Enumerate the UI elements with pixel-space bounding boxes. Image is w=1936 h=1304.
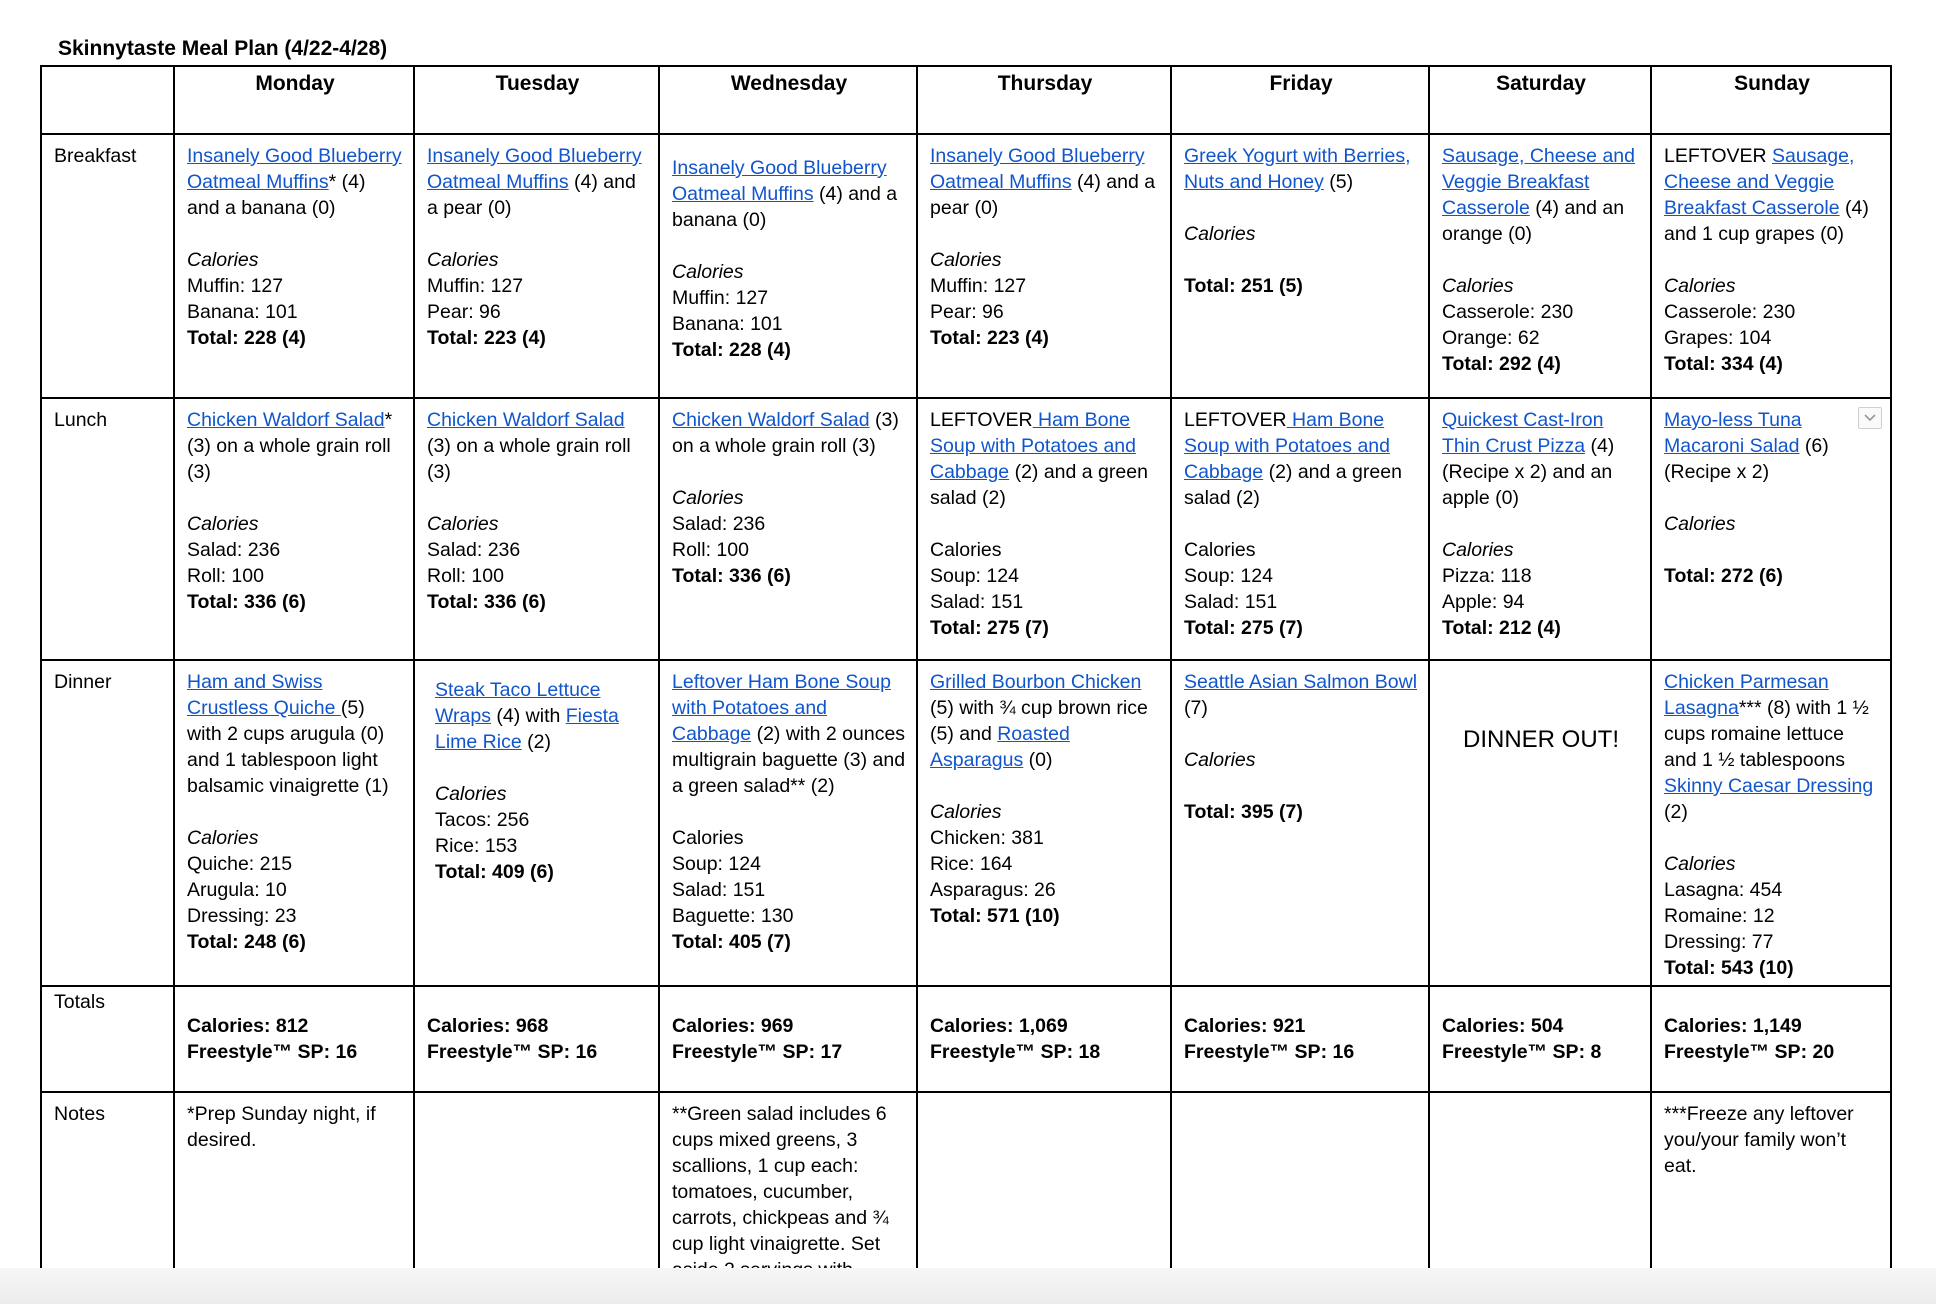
- meal-desc: (7): [1184, 697, 1208, 719]
- recipe-link[interactable]: Ham and Swiss Crustless Quiche: [187, 671, 341, 719]
- calorie-item: Rice: 153: [435, 835, 518, 857]
- recipe-link[interactable]: Seattle Asian Salmon Bowl: [1184, 671, 1418, 693]
- daily-calories: Calories: 1,149: [1664, 1015, 1802, 1037]
- recipe-link[interactable]: Steak Taco Lettuce Wraps: [435, 679, 601, 727]
- breakfast-row: [41, 134, 1891, 398]
- meal-desc: (4) with: [491, 705, 566, 727]
- meal-total: Total: 212 (4): [1442, 617, 1561, 639]
- calorie-item: Dressing: 23: [187, 905, 297, 927]
- calorie-item: Roll: 100: [672, 539, 749, 561]
- calories-label: Calories: [1664, 513, 1736, 535]
- cell-dropdown-button[interactable]: [1858, 407, 1882, 429]
- meal-desc: (4) (Recipe x 2) and an apple (0): [1442, 435, 1615, 509]
- recipe-link-2[interactable]: Fiesta Lime Rice: [435, 705, 619, 753]
- calories-label: Calories: [930, 801, 1002, 823]
- meal-total: Total: 571 (10): [930, 905, 1060, 927]
- dinner-tuesday: [414, 660, 659, 986]
- calorie-item: Romaine: 12: [1664, 905, 1775, 927]
- recipe-link[interactable]: Insanely Good Blueberry Oatmeal Muffins: [187, 145, 402, 193]
- day-header: Tuesday: [414, 66, 659, 134]
- meal-desc: (3) on a whole grain roll (3): [427, 435, 631, 483]
- calorie-item: Banana: 101: [187, 301, 298, 323]
- calorie-item: Arugula: 10: [187, 879, 287, 901]
- note-text: **Green salad includes 6 cups mixed greens, 3 scallions, 1 cup each: tomatoes, cucumber, carrots, chickpeas and ¾ cup light vinaigrette. Set: [672, 1103, 889, 1255]
- meal-total: Total: 395 (7): [1184, 801, 1303, 823]
- chevron-down-icon: [1864, 414, 1876, 422]
- breakfast-monday: [174, 134, 414, 398]
- breakfast-tuesday: [414, 134, 659, 398]
- day-header: Saturday: [1429, 66, 1651, 134]
- calorie-item: Tacos: 256: [435, 809, 530, 831]
- row-label-breakfast: Breakfast: [41, 134, 174, 398]
- notes-monday: *Prep Sunday night, if desired.: [174, 1092, 414, 1276]
- calorie-item: Apple: 94: [1442, 591, 1525, 613]
- calorie-item: Pear: 96: [930, 301, 1004, 323]
- recipe-link[interactable]: Grilled Bourbon Chicken: [930, 671, 1142, 693]
- row-label-dinner: Dinner: [41, 660, 174, 986]
- breakfast-friday: [1171, 134, 1429, 398]
- meal-total: Total: 336 (6): [672, 565, 791, 587]
- lunch-sunday: [1651, 398, 1891, 660]
- calories-label: Calories: [1184, 749, 1256, 771]
- calorie-item: Casserole: 230: [1442, 301, 1574, 323]
- recipe-link[interactable]: Quickest Cast-Iron Thin Crust Pizza: [1442, 409, 1604, 457]
- calorie-item: Grapes: 104: [1664, 327, 1772, 349]
- meal-total: Total: 334 (4): [1664, 353, 1783, 375]
- daily-smartpoints: Freestyle™ SP: 8: [1442, 1041, 1602, 1063]
- meal-desc: *** (8) with 1 ½ cups romaine lettuce and 1 ½ tablespoons: [1664, 697, 1869, 771]
- meal-desc: (4) and a pear (0): [427, 171, 636, 219]
- meal-desc: (4) and an orange (0): [1442, 197, 1625, 245]
- totals-sunday: [1651, 986, 1891, 1092]
- calories-label: Calories: [1442, 275, 1514, 297]
- meal-total: Total: 228 (4): [187, 327, 306, 349]
- notes-wednesday: [659, 1092, 917, 1276]
- page-title: Skinnytaste Meal Plan (4/22-4/28): [58, 37, 388, 60]
- recipe-link[interactable]: Chicken Waldorf Salad: [672, 409, 870, 431]
- meal-desc: (2): [1664, 801, 1688, 823]
- meal-desc: (2) and a green salad (2): [1184, 461, 1402, 509]
- calorie-item: Muffin: 127: [427, 275, 524, 297]
- breakfast-thursday: [917, 134, 1171, 398]
- calorie-item: Baguette: 130: [672, 905, 794, 927]
- calories-label: Calories: [930, 539, 1002, 561]
- row-label-notes: Notes: [41, 1092, 174, 1276]
- lunch-thursday: [917, 398, 1171, 660]
- meal-desc: LEFTOVER: [1184, 409, 1287, 431]
- calories-label: Calories: [1442, 539, 1514, 561]
- totals-wednesday: [659, 986, 917, 1092]
- window-bottom-edge: [0, 1268, 1936, 1304]
- calorie-item: Muffin: 127: [187, 275, 284, 297]
- calories-label: Calories: [672, 261, 744, 283]
- calorie-item: Soup: 124: [930, 565, 1019, 587]
- meal-desc: (4) and a banana (0): [672, 183, 898, 231]
- meal-total: Total: 248 (6): [187, 931, 306, 953]
- dinner-wednesday: [659, 660, 917, 986]
- totals-row: [41, 986, 1891, 1092]
- daily-calories: Calories: 504: [1442, 1015, 1564, 1037]
- daily-smartpoints: Freestyle™ SP: 17: [672, 1041, 843, 1063]
- dinner-saturday: [1429, 660, 1651, 986]
- calorie-item: Casserole: 230: [1664, 301, 1796, 323]
- recipe-link[interactable]: Insanely Good Blueberry Oatmeal Muffins: [930, 145, 1145, 193]
- daily-smartpoints: Freestyle™ SP: 16: [1184, 1041, 1355, 1063]
- dinner-out-text: DINNER OUT!: [1463, 726, 1619, 753]
- lunch-monday: [174, 398, 414, 660]
- dinner-monday: [174, 660, 414, 986]
- day-header: Friday: [1171, 66, 1429, 134]
- meal-total: Total: 409 (6): [435, 861, 554, 883]
- calorie-item: Chicken: 381: [930, 827, 1044, 849]
- meal-desc: (5) with ¾ cup brown rice (5) and: [930, 697, 1148, 745]
- lunch-saturday: [1429, 398, 1651, 660]
- calorie-item: Soup: 124: [672, 853, 761, 875]
- calorie-item: Pear: 96: [427, 301, 501, 323]
- notes-saturday: [1429, 1092, 1651, 1276]
- meal-total: Total: 292 (4): [1442, 353, 1561, 375]
- recipe-link[interactable]: Chicken Parmesan Lasagna: [1664, 671, 1829, 719]
- totals-monday: [174, 986, 414, 1092]
- meal-total: Total: 251 (5): [1184, 275, 1303, 297]
- calorie-item: Salad: 151: [1184, 591, 1278, 613]
- dinner-friday: [1171, 660, 1429, 986]
- dinner-thursday: [917, 660, 1171, 986]
- meal-total: Total: 405 (7): [672, 931, 791, 953]
- calories-label: Calories: [187, 249, 259, 271]
- calorie-item: Salad: 236: [672, 513, 766, 535]
- day-header: Thursday: [917, 66, 1171, 134]
- meal-desc: (5): [1323, 171, 1354, 193]
- recipe-link[interactable]: Sausage, Cheese and Veggie Breakfast Casserole: [1664, 145, 1855, 219]
- calories-label: Calories: [187, 827, 259, 849]
- meal-desc: LEFTOVER: [1664, 145, 1773, 167]
- meal-desc: (4) and a pear (0): [930, 171, 1156, 219]
- meal-total: Total: 275 (7): [1184, 617, 1303, 639]
- daily-smartpoints: Freestyle™ SP: 16: [427, 1041, 598, 1063]
- daily-calories: Calories: 968: [427, 1015, 549, 1037]
- calories-label: Calories: [672, 487, 744, 509]
- lunch-friday: [1171, 398, 1429, 660]
- breakfast-sunday: [1651, 134, 1891, 398]
- meal-total: Total: 275 (7): [930, 617, 1049, 639]
- calories-label: Calories: [930, 249, 1002, 271]
- calorie-item: Asparagus: 26: [930, 879, 1056, 901]
- daily-calories: Calories: 812: [187, 1015, 309, 1037]
- dinner-row: [41, 660, 1891, 986]
- meal-desc: * (3) on a whole grain roll (3): [187, 409, 393, 483]
- recipe-link[interactable]: Leftover Ham Bone Soup with Potatoes and Cabbage: [672, 671, 891, 745]
- recipe-link[interactable]: Greek Yogurt with Berries, Nuts and Honey: [1184, 145, 1411, 193]
- meal-desc: (2) with 2 ounces multigrain baguette (3) and a green salad** (2): [672, 723, 906, 797]
- daily-calories: Calories: 921: [1184, 1015, 1306, 1037]
- notes-row: [41, 1092, 1891, 1276]
- calorie-item: Orange: 62: [1442, 327, 1540, 349]
- calorie-item: Lasagna: 454: [1664, 879, 1783, 901]
- meal-total: Total: 336 (6): [187, 591, 306, 613]
- calorie-item: Soup: 124: [1184, 565, 1273, 587]
- calories-label: Calories: [435, 783, 507, 805]
- notes-sunday: ***Freeze any leftover you/your family won’t eat.: [1651, 1092, 1891, 1276]
- calorie-item: Salad: 236: [187, 539, 281, 561]
- totals-friday: [1171, 986, 1429, 1092]
- totals-thursday: [917, 986, 1171, 1092]
- recipe-link-2[interactable]: Roasted Asparagus: [930, 723, 1070, 771]
- daily-calories: Calories: 1,069: [930, 1015, 1068, 1037]
- recipe-link[interactable]: Insanely Good Blueberry Oatmeal Muffins: [427, 145, 642, 193]
- recipe-link-2[interactable]: Skinny Caesar Dressing: [1664, 775, 1874, 797]
- recipe-link[interactable]: Mayo-less Tuna Macaroni Salad: [1664, 409, 1802, 457]
- calories-label: Calories: [427, 249, 499, 271]
- calories-label: Calories: [1184, 539, 1256, 561]
- calorie-item: Banana: 101: [672, 313, 783, 335]
- meal-total: Total: 228 (4): [672, 339, 791, 361]
- calorie-item: Salad: 151: [930, 591, 1024, 613]
- row-label-lunch: Lunch: [41, 398, 174, 660]
- calorie-item: Muffin: 127: [672, 287, 769, 309]
- meal-desc: (0): [1023, 749, 1053, 771]
- breakfast-wednesday: [659, 134, 917, 398]
- calories-label: Calories: [1184, 223, 1256, 245]
- calorie-item: Roll: 100: [187, 565, 264, 587]
- daily-smartpoints: Freestyle™ SP: 20: [1664, 1041, 1835, 1063]
- calories-label: Calories: [1664, 853, 1736, 875]
- meal-desc: (6) (Recipe x 2): [1664, 435, 1829, 483]
- meal-desc: (5) with 2 cups arugula (0) and 1 tablespoon light balsamic vinaigrette (1): [187, 697, 389, 797]
- calorie-item: Dressing: 77: [1664, 931, 1774, 953]
- totals-tuesday: [414, 986, 659, 1092]
- recipe-link[interactable]: Insanely Good Blueberry Oatmeal Muffins: [672, 157, 887, 205]
- lunch-tuesday: [414, 398, 659, 660]
- row-label-totals: Totals: [41, 986, 174, 1092]
- notes-friday: [1171, 1092, 1429, 1276]
- dinner-sunday: [1651, 660, 1891, 986]
- recipe-link[interactable]: Ham Bone Soup with Potatoes and Cabbage: [1184, 409, 1390, 483]
- daily-smartpoints: Freestyle™ SP: 16: [187, 1041, 358, 1063]
- meal-total: Total: 543 (10): [1664, 957, 1794, 979]
- meal-desc: * (4) and a banana (0): [187, 171, 366, 219]
- calorie-item: Muffin: 127: [930, 275, 1027, 297]
- breakfast-saturday: [1429, 134, 1651, 398]
- daily-calories: Calories: 969: [672, 1015, 794, 1037]
- day-header: Wednesday: [659, 66, 917, 134]
- recipe-link[interactable]: Sausage, Cheese and Veggie Breakfast Casserole: [1442, 145, 1635, 219]
- calorie-item: Roll: 100: [427, 565, 504, 587]
- meal-total: Total: 272 (6): [1664, 565, 1783, 587]
- calories-label: Calories: [187, 513, 259, 535]
- lunch-row: [41, 398, 1891, 660]
- meal-total: Total: 223 (4): [427, 327, 546, 349]
- totals-saturday: [1429, 986, 1651, 1092]
- lunch-wednesday: [659, 398, 917, 660]
- day-header: Sunday: [1651, 66, 1891, 134]
- day-header: Monday: [174, 66, 414, 134]
- recipe-link[interactable]: Ham Bone Soup with Potatoes and Cabbage: [930, 409, 1136, 483]
- calories-label: Calories: [672, 827, 744, 849]
- meal-total: Total: 336 (6): [427, 591, 546, 613]
- meal-desc: (3) on a whole grain roll (3): [672, 409, 899, 457]
- meal-desc: (2): [521, 731, 551, 753]
- calorie-item: Rice: 164: [930, 853, 1013, 875]
- meal-desc: (2) and a green salad (2): [930, 461, 1148, 509]
- recipe-link[interactable]: Chicken Waldorf Salad: [187, 409, 385, 431]
- calorie-item: Salad: 236: [427, 539, 521, 561]
- meal-desc: (4) and 1 cup grapes (0): [1664, 197, 1869, 245]
- meal-plan-table: [40, 65, 1892, 1277]
- calorie-item: Pizza: 118: [1442, 565, 1532, 587]
- calories-label: Calories: [427, 513, 499, 535]
- recipe-link[interactable]: Chicken Waldorf Salad: [427, 409, 625, 431]
- meal-desc: LEFTOVER: [930, 409, 1033, 431]
- notes-thursday: [917, 1092, 1171, 1276]
- corner-cell: [41, 66, 174, 134]
- header-row: [41, 66, 1891, 134]
- notes-tuesday: [414, 1092, 659, 1276]
- calorie-item: Salad: 151: [672, 879, 766, 901]
- daily-smartpoints: Freestyle™ SP: 18: [930, 1041, 1101, 1063]
- calories-label: Calories: [1664, 275, 1736, 297]
- meal-total: Total: 223 (4): [930, 327, 1049, 349]
- calorie-item: Quiche: 215: [187, 853, 293, 875]
